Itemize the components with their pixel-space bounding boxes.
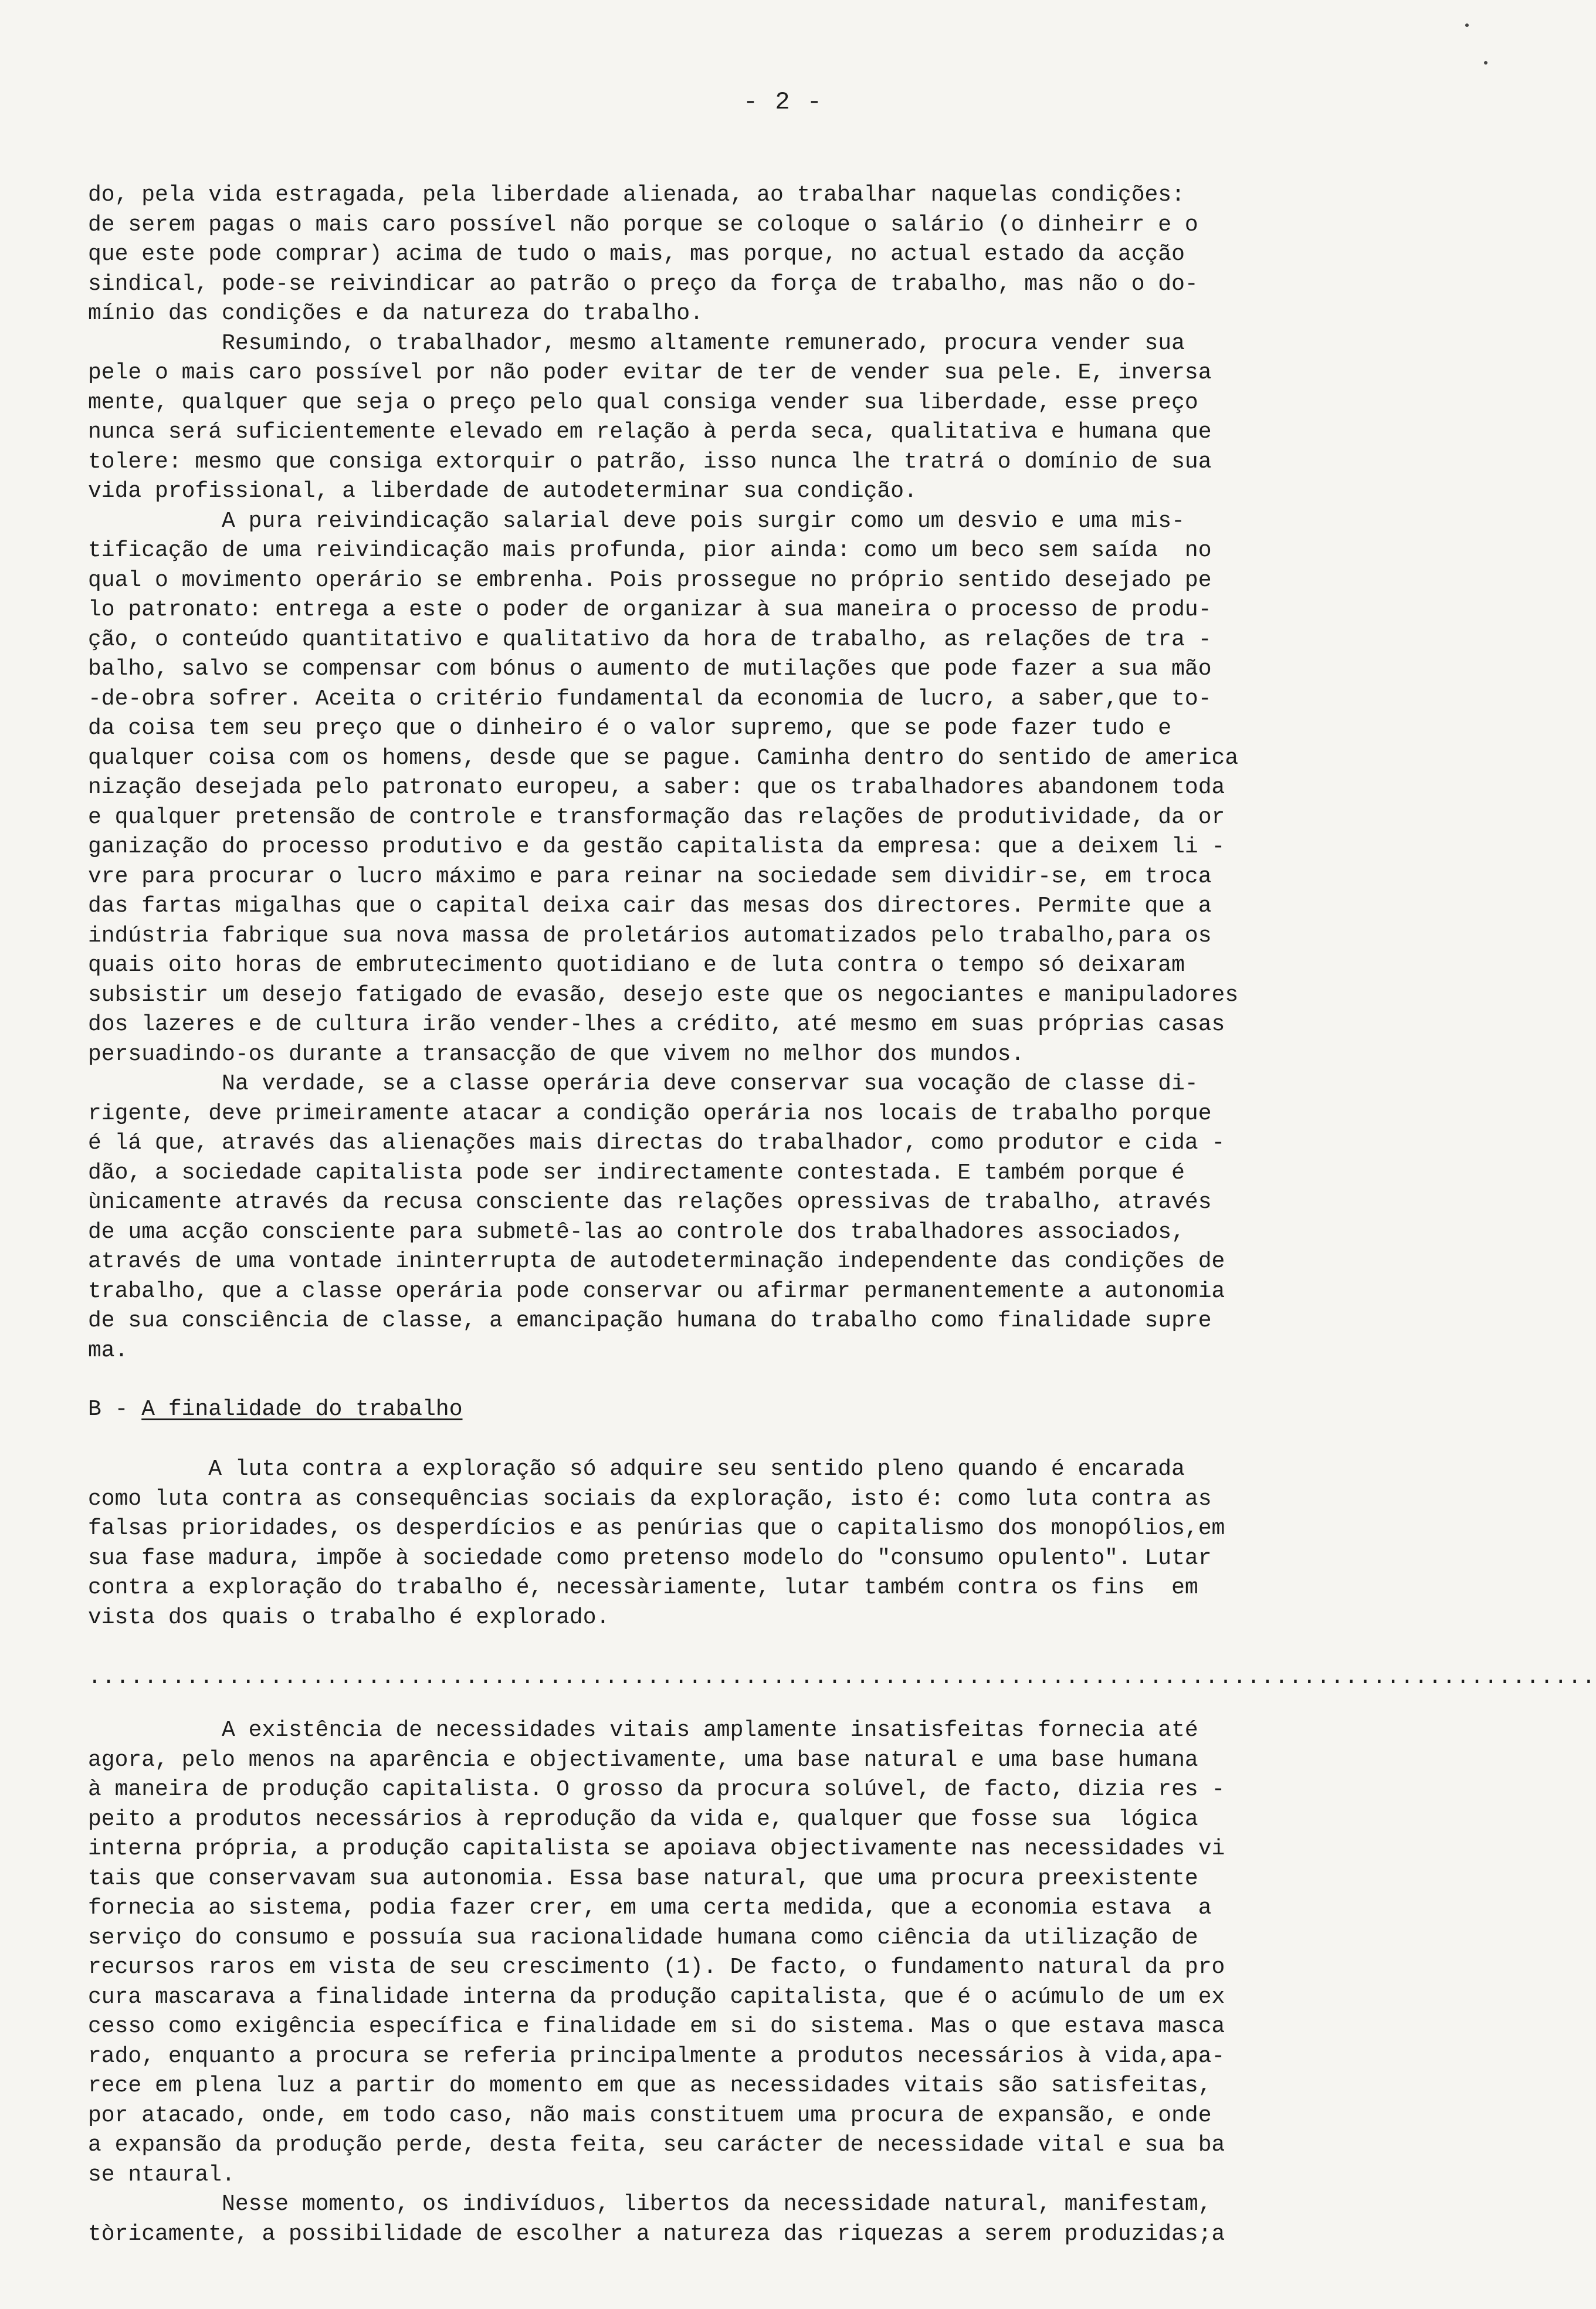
text-line: -de-obra sofrer. Aceita o critério fundamental da economia de lucro, a saber,que to-: [88, 686, 1212, 712]
text-line: rece em plena luz a partir do momento em que as necessidades vitais são satisfeitas,: [88, 2073, 1212, 2098]
section-prefix: B -: [88, 1397, 142, 1422]
scan-corner-marks: [1449, 23, 1490, 70]
text-line: como luta contra as consequências sociais da exploração, isto é: como luta contra as: [88, 1486, 1212, 1512]
text-line: subsistir um desejo fatigado de evasão, desejo este que os negociantes e manipuladores: [88, 982, 1239, 1008]
text-line: rado, enquanto a procura se referia principalmente a produtos necessários à vida,apa-: [88, 2043, 1225, 2069]
paragraph: [88, 507, 1337, 1070]
text-line: A luta contra a exploração só adquire seu sentido pleno quando é encarada: [88, 1457, 1185, 1482]
body-top: [88, 181, 1337, 1366]
text-line: serviço do consumo e possuía sua racionalidade humana como ciência da utilização de: [88, 1925, 1198, 1951]
dotted-separator: ............................................................................................................: [88, 1665, 1596, 1690]
paragraph: [88, 1455, 1337, 1633]
section-heading: [88, 1395, 1337, 1424]
text-line: Resumindo, o trabalhador, mesmo altamente remunerado, procura vender sua: [88, 330, 1185, 356]
paragraph: [88, 181, 1337, 329]
document-page: [88, 88, 1596, 2249]
text-line: nização desejada pelo patronato europeu, a saber: que os trabalhadores abandonem toda: [88, 775, 1225, 800]
text-line: vre para procurar o lucro máximo e para reinar na sociedade sem dividir-se, em troca: [88, 864, 1212, 889]
text-line: vida profissional, a liberdade de autodeterminar sua condição.: [88, 479, 917, 504]
text-line: de uma acção consciente para submetê-las ao controle dos trabalhadores associados,: [88, 1219, 1185, 1245]
text-line: cesso como exigência específica e finalidade em si do sistema. Mas o que estava masca: [88, 2014, 1225, 2039]
text-line: indústria fabrique sua nova massa de proletários automatizados pelo trabalho,para os: [88, 923, 1212, 949]
text-line: quais oito horas de embrutecimento quotidiano e de luta contra o tempo só deixaram: [88, 953, 1185, 978]
text-line: dos lazeres e de cultura irão vender-lhes a crédito, até mesmo em suas próprias casas: [88, 1012, 1225, 1037]
text-line: ção, o conteúdo quantitativo e qualitativo da hora de trabalho, as relações de tra -: [88, 627, 1212, 652]
text-line: cura mascarava a finalidade interna da produção capitalista, que é o acúmulo de um ex: [88, 1984, 1225, 2010]
body-bottom: [88, 1716, 1337, 2249]
page-number: - 2 -: [743, 88, 824, 116]
text-line: de sua consciência de classe, a emancipação humana do trabalho como finalidade supre: [88, 1308, 1212, 1333]
text-line: de serem pagas o mais caro possível não porque se coloque o salário (o dinheirr e o: [88, 212, 1198, 238]
paragraph: [88, 1069, 1337, 1366]
text-line: contra a exploração do trabalho é, necessàriamente, lutar também contra os fins em: [88, 1575, 1198, 1600]
text-line: do, pela vida estragada, pela liberdade alienada, ao trabalhar naquelas condições:: [88, 182, 1185, 208]
text-line: falsas prioridades, os desperdícios e as penúrias que o capitalismo dos monopólios,em: [88, 1516, 1225, 1541]
text-line: recursos raros em vista de seu crescimento (1). De facto, o fundamento natural da pro: [88, 1955, 1225, 1980]
text-line: persuadindo-os durante a transacção de que vivem no melhor dos mundos.: [88, 1041, 1025, 1067]
text-line: ùnicamente através da recusa consciente das relações opressivas de trabalho, através: [88, 1190, 1212, 1215]
text-line: peito a produtos necessários à reprodução da vida e, qualquer que fosse sua lógica: [88, 1806, 1198, 1832]
text-line: Nesse momento, os indivíduos, libertos da necessidade natural, manifestam,: [88, 2192, 1212, 2217]
text-line: é lá que, através das alienações mais directas do trabalhador, como produtor e cida -: [88, 1130, 1225, 1156]
text-line: A existência de necessidades vitais amplamente insatisfeitas fornecia até: [88, 1718, 1198, 1743]
text-line: vista dos quais o trabalho é explorado.: [88, 1604, 610, 1630]
text-line: se ntaural.: [88, 2162, 235, 2188]
text-line: tolere: mesmo que consiga extorquir o patrão, isso nunca lhe tratrá o domínio de sua: [88, 449, 1212, 475]
text-line: qual o movimento operário se embrenha. Pois prossegue no próprio sentido desejado pe: [88, 567, 1212, 593]
text-line: dão, a sociedade capitalista pode ser indirectamente contestada. E também porque é: [88, 1160, 1185, 1186]
text-line: ma.: [88, 1338, 128, 1363]
text-line: a expansão da produção perde, desta feita, seu carácter de necessidade vital e sua ba: [88, 2132, 1225, 2158]
paragraph: [88, 329, 1337, 507]
text-line: e qualquer pretensão de controle e transformação das relações de produtividade, da or: [88, 804, 1225, 830]
text-line: tais que conservavam sua autonomia. Essa base natural, que uma procura preexistente: [88, 1866, 1198, 1891]
text-line: que este pode comprar) acima de tudo o mais, mas porque, no actual estado da acção: [88, 242, 1185, 267]
text-line: trabalho, que a classe operária pode conservar ou afirmar permanentemente a autonomia: [88, 1278, 1225, 1304]
body-section-b: [88, 1455, 1337, 1633]
text-line: tòricamente, a possibilidade de escolher a natureza das riquezas a serem produzidas;a: [88, 2221, 1225, 2247]
paragraph: [88, 2190, 1337, 2249]
text-line: mínio das condições e da natureza do trabalho.: [88, 301, 703, 326]
text-line: tificação de uma reivindicação mais profunda, pior ainda: como um beco sem saída no: [88, 538, 1212, 563]
text-line: A pura reivindicação salarial deve pois surgir como um desvio e uma mis-: [88, 508, 1185, 534]
text-line: agora, pelo menos na aparência e objectivamente, uma base natural e uma base humana: [88, 1747, 1198, 1773]
text-line: através de uma vontade ininterrupta de autodeterminação independente das condições de: [88, 1249, 1225, 1274]
text-line: balho, salvo se compensar com bónus o aumento de mutilações que pode fazer a sua mão: [88, 656, 1212, 682]
text-line: sua fase madura, impõe à sociedade como pretenso modelo do "consumo opulento". Lutar: [88, 1545, 1212, 1571]
text-line: ganização do processo produtivo e da gestão capitalista da empresa: que a deixem li -: [88, 834, 1225, 859]
paragraph: [88, 1716, 1337, 2190]
text-line: à maneira de produção capitalista. O grosso da procura solúvel, de facto, dizia res -: [88, 1777, 1225, 1802]
text-line: Na verdade, se a classe operária deve conservar sua vocação de classe di-: [88, 1071, 1198, 1096]
text-line: sindical, pode-se reivindicar ao patrão o preço da força de trabalho, mas não o do-: [88, 271, 1198, 297]
text-line: rigente, deve primeiramente atacar a condição operária nos locais de trabalho porque: [88, 1101, 1212, 1126]
section-title: A finalidade do trabalho: [141, 1397, 463, 1422]
text-line: fornecia ao sistema, podia fazer crer, em uma certa medida, que a economia estava a: [88, 1895, 1212, 1921]
text-line: mente, qualquer que seja o preço pelo qual consiga vender sua liberdade, esse preço: [88, 390, 1198, 415]
text-line: da coisa tem seu preço que o dinheiro é o valor supremo, que se pode fazer tudo e: [88, 716, 1172, 741]
text-line: por atacado, onde, em todo caso, não mais constituem uma procura de expansão, e onde: [88, 2103, 1212, 2128]
text-line: pele o mais caro possível por não poder evitar de ter de vender sua pele. E, inversa: [88, 360, 1212, 385]
text-line: das fartas migalhas que o capital deixa cair das mesas dos directores. Permite que a: [88, 893, 1212, 919]
text-line: interna própria, a produção capitalista se apoiava objectivamente nas necessidades vi: [88, 1836, 1225, 1861]
text-line: qualquer coisa com os homens, desde que se pague. Caminha dentro do sentido de america: [88, 745, 1239, 771]
text-line: lo patronato: entrega a este o poder de organizar à sua maneira o processo de produ-: [88, 597, 1212, 622]
text-line: nunca será suficientemente elevado em relação à perda seca, qualitativa e humana que: [88, 419, 1212, 445]
